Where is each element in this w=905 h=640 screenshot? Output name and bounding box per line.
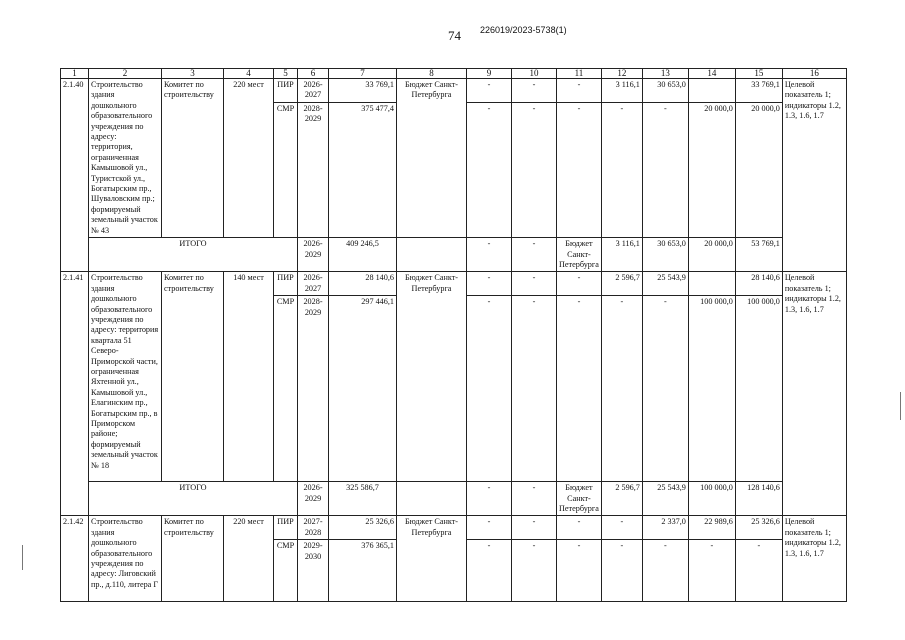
row-number: 2.1.41 bbox=[61, 272, 89, 482]
stage: СМР bbox=[274, 540, 298, 602]
empty-cell bbox=[397, 482, 467, 516]
value-cell: 33 769,1 bbox=[735, 79, 782, 103]
value-cell: - bbox=[467, 540, 512, 602]
itogo-label: ИТОГО bbox=[89, 238, 298, 272]
program-table bbox=[60, 68, 847, 602]
row-number-cont bbox=[61, 482, 89, 516]
funding-source: Бюджет Санкт-Петербурга bbox=[397, 79, 467, 238]
total-cost: 409 246,5 bbox=[329, 238, 397, 272]
column-header: 4 bbox=[224, 69, 274, 79]
column-header: 12 bbox=[601, 69, 642, 79]
value-cell: 25 543,9 bbox=[642, 272, 688, 296]
period: 2026-2029 bbox=[298, 238, 329, 272]
row-number-cont bbox=[61, 238, 89, 272]
value-cell: 22 989,6 bbox=[688, 516, 735, 540]
value-cell: - bbox=[557, 103, 602, 238]
object-name: Строительство здания дошкольного образовательного учреждения по адресу: Лиговский пр., д.110, литера Г bbox=[89, 516, 162, 602]
table-row bbox=[61, 516, 847, 540]
column-header: 13 bbox=[642, 69, 688, 79]
column-header: 16 bbox=[782, 69, 846, 79]
stage: СМР bbox=[274, 296, 298, 482]
stage: ПИР bbox=[274, 516, 298, 540]
value-cell: 2 596,7 bbox=[601, 482, 642, 516]
column-header-row bbox=[61, 69, 847, 79]
value-cell: - bbox=[601, 296, 642, 482]
column-header: 9 bbox=[467, 69, 512, 79]
value-cell: - bbox=[467, 79, 512, 103]
value-cell: 25 326,6 bbox=[735, 516, 782, 540]
value-cell: 2 337,0 bbox=[642, 516, 688, 540]
value-cell: - bbox=[467, 516, 512, 540]
value-cell: - bbox=[467, 238, 512, 272]
value-cell: - bbox=[601, 103, 642, 238]
value-cell: - bbox=[512, 79, 557, 103]
period: 2026-2027 bbox=[298, 79, 329, 103]
value-cell: - bbox=[735, 540, 782, 602]
object-name: Строительство здания дошкольного образовательного учреждения по адресу: территория квартала 51 Северо-Приморской части, ограниченная Яхтенной ул., Камышовой ул., Елагинским пр., Богатырским пр., в Приморском районе; формируемый земельный участок № 18 bbox=[89, 272, 162, 482]
capacity: 140 мест bbox=[224, 272, 274, 482]
period: 2026-2027 bbox=[298, 272, 329, 296]
value-cell bbox=[688, 79, 735, 103]
column-header: 3 bbox=[162, 69, 224, 79]
itogo-row bbox=[61, 238, 847, 272]
funding-source: Бюджет Санкт-Петербурга bbox=[557, 482, 602, 516]
value-cell: 28 140,6 bbox=[735, 272, 782, 296]
stage: СМР bbox=[274, 103, 298, 238]
value-cell: 20 000,0 bbox=[735, 103, 782, 238]
value-cell: 3 116,1 bbox=[601, 79, 642, 103]
value-cell: - bbox=[512, 103, 557, 238]
total-cost: 375 477,4 bbox=[329, 103, 397, 238]
value-cell: 128 140,6 bbox=[735, 482, 782, 516]
value-cell: - bbox=[512, 238, 557, 272]
period: 2027-2028 bbox=[298, 516, 329, 540]
value-cell: - bbox=[557, 516, 602, 540]
value-cell: - bbox=[512, 516, 557, 540]
funding-source: Бюджет Санкт-Петербурга bbox=[397, 516, 467, 602]
value-cell: - bbox=[601, 540, 642, 602]
value-cell: - bbox=[512, 482, 557, 516]
value-cell: - bbox=[557, 272, 602, 296]
empty-cell bbox=[397, 238, 467, 272]
column-header: 15 bbox=[735, 69, 782, 79]
customer: Комитет по строительству bbox=[162, 272, 224, 482]
value-cell: 100 000,0 bbox=[688, 482, 735, 516]
capacity: 220 мест bbox=[224, 516, 274, 602]
value-cell bbox=[688, 272, 735, 296]
period: 2029-2030 bbox=[298, 540, 329, 602]
value-cell: - bbox=[557, 79, 602, 103]
customer: Комитет по строительству bbox=[162, 516, 224, 602]
value-cell: - bbox=[467, 272, 512, 296]
column-header: 2 bbox=[89, 69, 162, 79]
row-number: 2.1.40 bbox=[61, 79, 89, 238]
value-cell: 100 000,0 bbox=[735, 296, 782, 482]
total-cost: 25 326,6 bbox=[329, 516, 397, 540]
scan-mark bbox=[900, 392, 901, 420]
scan-mark bbox=[22, 545, 23, 570]
value-cell: 30 653,0 bbox=[642, 79, 688, 103]
stage: ПИР bbox=[274, 272, 298, 296]
value-cell: - bbox=[467, 103, 512, 238]
itogo-label: ИТОГО bbox=[89, 482, 298, 516]
column-header: 5 bbox=[274, 69, 298, 79]
column-header: 7 bbox=[329, 69, 397, 79]
value-cell: 53 769,1 bbox=[735, 238, 782, 272]
value-cell: - bbox=[557, 540, 602, 602]
target-indicators: Целевой показатель 1; индикаторы 1.2, 1.3, 1.6, 1.7 bbox=[782, 516, 846, 602]
total-cost: 325 586,7 bbox=[329, 482, 397, 516]
period: 2026-2029 bbox=[298, 482, 329, 516]
target-indicators: Целевой показатель 1; индикаторы 1.2, 1.3, 1.6, 1.7 bbox=[782, 272, 846, 516]
total-cost: 297 446,1 bbox=[329, 296, 397, 482]
value-cell: 20 000,0 bbox=[688, 238, 735, 272]
column-header: 10 bbox=[512, 69, 557, 79]
value-cell: - bbox=[601, 516, 642, 540]
value-cell: - bbox=[688, 540, 735, 602]
capacity: 220 мест bbox=[224, 79, 274, 238]
value-cell: - bbox=[642, 540, 688, 602]
value-cell: - bbox=[467, 482, 512, 516]
value-cell: - bbox=[467, 296, 512, 482]
period: 2028-2029 bbox=[298, 296, 329, 482]
column-header: 11 bbox=[557, 69, 602, 79]
stage: ПИР bbox=[274, 79, 298, 103]
itogo-row bbox=[61, 482, 847, 516]
value-cell: 3 116,1 bbox=[601, 238, 642, 272]
value-cell: - bbox=[512, 296, 557, 482]
value-cell: 20 000,0 bbox=[688, 103, 735, 238]
total-cost: 28 140,6 bbox=[329, 272, 397, 296]
page-number: 74 bbox=[448, 28, 461, 43]
customer: Комитет по строительству bbox=[162, 79, 224, 238]
column-header: 8 bbox=[397, 69, 467, 79]
object-name: Строительство здания дошкольного образовательного учреждения по адресу: территория, ограниченная Камышовой ул., Туристской ул., Богатырским пр., Шуваловским пр.; формируемый земельный участок № 43 bbox=[89, 79, 162, 238]
column-header: 6 bbox=[298, 69, 329, 79]
value-cell: 2 596,7 bbox=[601, 272, 642, 296]
value-cell: - bbox=[557, 296, 602, 482]
funding-source: Бюджет Санкт-Петербурга bbox=[557, 238, 602, 272]
total-cost: 33 769,1 bbox=[329, 79, 397, 103]
value-cell: 30 653,0 bbox=[642, 238, 688, 272]
value-cell: 25 543,9 bbox=[642, 482, 688, 516]
value-cell: - bbox=[512, 272, 557, 296]
row-number: 2.1.42 bbox=[61, 516, 89, 602]
target-indicators: Целевой показатель 1; индикаторы 1.2, 1.3, 1.6, 1.7 bbox=[782, 79, 846, 272]
period: 2028-2029 bbox=[298, 103, 329, 238]
document-number: 226019/2023-5738(1) bbox=[480, 25, 567, 35]
total-cost: 376 365,1 bbox=[329, 540, 397, 602]
table-row bbox=[61, 272, 847, 296]
table-row bbox=[61, 79, 847, 103]
column-header: 14 bbox=[688, 69, 735, 79]
column-header: 1 bbox=[61, 69, 89, 79]
funding-source: Бюджет Санкт-Петербурга bbox=[397, 272, 467, 482]
value-cell: - bbox=[512, 540, 557, 602]
value-cell: - bbox=[642, 296, 688, 482]
value-cell: 100 000,0 bbox=[688, 296, 735, 482]
value-cell: - bbox=[642, 103, 688, 238]
